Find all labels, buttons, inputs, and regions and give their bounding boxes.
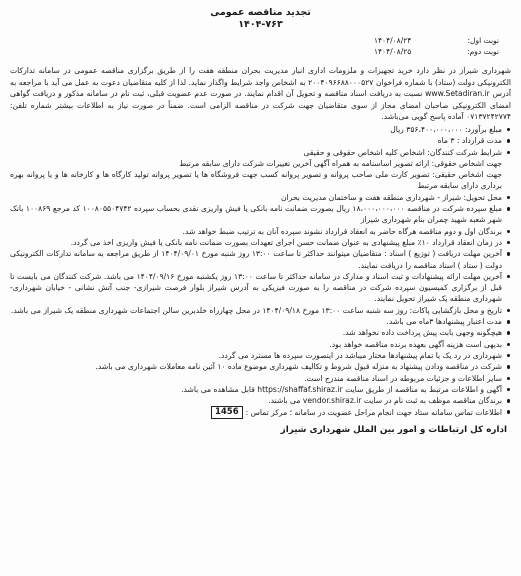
term-ad-cost: بدیهی است هزینه آگهی بعهده برنده مناقصه خواهد بود. bbox=[10, 339, 511, 350]
announcement-number: ۱۴۰۴-۷۶۳ bbox=[238, 19, 283, 30]
notice-label: نوبت اول: bbox=[467, 36, 499, 45]
term-deposit: مبلغ سپرده شرکت در مناقصه ۱۸،۰۰۰،۰۰۰،۰۰۰ ریال بصورت ضمانت نامه بانکی یا فیش واریزی نقدی بحساب سپرده ۱۰۰۸۰۵۵۰۴۷۴۲ کد مرجع ۱۰۰۸۶۹ بانک شهر شعبه شهید چمران بنام شهرداری شیراز bbox=[10, 203, 511, 226]
term-contact bbox=[10, 406, 511, 419]
notice-date: ۱۴۰۴/۰۸/۲۵ bbox=[374, 47, 412, 56]
contact-text: اطلاعات تماس سامانه ستاد جهت انجام مراحل عضویت در سامانه ؛ مرکز تماس : bbox=[245, 408, 502, 418]
term-participants: شرایط شرکت کنندگان: اشخاص کلیه اشخاص حقوقی و حقیقی bbox=[10, 147, 511, 158]
term-vendor-registration: برندگان مناقصه موظف به ثبت نام در سایت vendor.shiraz.ir می باشند. bbox=[10, 395, 511, 406]
notice-dates bbox=[374, 35, 499, 57]
term-legal-entities: جهت اشخاص حقوقی: ارائه تصویر اساسنامه به همراه آگهی آخرین تغییرات شرکت دارای سابقه مرتبط bbox=[179, 158, 502, 168]
term-estimate: مبلغ برآورد: ۳۵۶،۴۰۰،۰۰۰،۰۰۰ ریال bbox=[10, 124, 511, 135]
notice-label: نوبت دوم: bbox=[467, 47, 499, 56]
term-validity: مدت اعتبار پیشنهادها ۳ماه می باشد. bbox=[10, 316, 511, 327]
term-duration: مدت قرارداد : ۳ ماه bbox=[10, 135, 511, 146]
announcement-title: تجدید مناقصه عمومی bbox=[210, 7, 311, 18]
notice-second bbox=[374, 46, 499, 57]
term-prepayment: هیچگونه وجهی بابت پیش پرداخت داده نخواهد شد. bbox=[10, 327, 511, 338]
notice-first bbox=[374, 35, 499, 46]
term-opening-date: تاریخ و محل بازگشایی پاکات: روز سه شنبه ساعت ۱۳:۰۰ مورخ ۱۴۰۴/۰۹/۱۸ در محل چهارراه خلدبرین سالن اجتماعات شهرداری منطقه یک شیراز می باشد. bbox=[10, 305, 511, 316]
term-other-info: سایر اطلاعات و جزئیات مربوطه در اسناد مناقصه مندرج است. bbox=[10, 373, 511, 384]
contact-phone: 1456 bbox=[211, 406, 243, 419]
term-natural-persons: جهت اشخاص حقیقی: تصویر کارت ملی صاحب پروانه و تصویر پروانه کسب جهت فروشگاه ها یا تصویر پروانه تولید کارگاه ها و کارخانه ها و یا پروانه بهره برداری دارای سابقه مرتبط bbox=[10, 170, 502, 191]
intro-paragraph: شهرداری شیراز در نظر دارد خرید تجهیزات و ملزومات اداری انبار مدیریت بحران منطقه هفت را از طریق برگزاری مناقصه عمومی در سامانه تدارکات الکترونیکی دولت (ستاد) با شماره فراخوان ۲۰۰۴۰۹۶۶۸۸۰۰۰۵۲۷ به اشخاص واجد شرایط واگذار نماید. لذا از کلیه متقاضیان دعوت به عمل می آید با مراجعه به آدرس www.Setadiran.ir نسبت به دریافت اسناد مناقصه و تحویل آن اقدام نمایند. در صورت عدم عضویت قبلی، ثبت نام در سامانه مذکور و دریافت گواهی امضای الکترونیکی صاحبان امضای مجاز از سوی متقاضیان جهت شرکت در مناقصه الزامی است. ضمناً در صورت نیاز به اطلاعات بیشتر شماره تلفن: ۰۷۱۳۷۲۴۲۷۷۴ آماده پاسخ گویی می‌باشد. bbox=[10, 66, 512, 122]
notice-date: ۱۴۰۴/۰۸/۲۴ bbox=[374, 36, 412, 45]
term-acceptance: شرکت در مناقصه ودادن پیشنهاد به منزله قبول شروط و تکالیف شهرداری موضوع ماده ۱۰ آئین نامه معاملات شهرداری می باشد. bbox=[10, 361, 511, 372]
terms-list bbox=[10, 124, 511, 419]
term-submission-deadline: آخرین مهلت ارائه پیشنهادات و ثبت اسناد و مدارک در سامانه حداکثر تا ساعت ۱۳:۰۰ روز یکشنبه مورخ ۱۴۰۴/۰۹/۱۶ می باشد. شرکت کنندگان می بایست تا قبل از برگزاری کمیسیون سپرده شرکت در مناقصه را به صورت فیزیکی به آدرس شیراز بلوار فرصت شیرازی- جنب آتش نشانی - خیابان شهرداری-شهرداری منطقه یک شیراز تحویل نمایند. bbox=[10, 271, 511, 305]
term-delivery-location: محل تحویل: شیراز - شهرداری منطقه هفت و ساختمان مدیریت بحران bbox=[10, 192, 511, 203]
term-rejection-right: شهرداری در رد یک یا تمام پیشنهادها مختار میباشد در اینصورت سپرده ها مسترد می گردد. bbox=[10, 350, 511, 361]
term-document-deadline: آخرین مهلت دریافت ( توزیع ) اسناد : متقاضیان میتوانند حداکثر تا ساعت ۱۳:۰۰ روز شنبه مورخ ۱۴۰۴/۰۹/۰۱ از طریق مراجعه به سامانه تدارکات الکترونیکی دولت ( ستاد ) اسناد مناقصه را دریافت نمایند. bbox=[10, 248, 511, 271]
issuer-signature: اداره کل ارتباطات و امور بین الملل شهرداری شیراز bbox=[280, 425, 507, 436]
term-performance-guarantee: در زمان انعقاد قرارداد ۱۰٪ مبلغ پیشنهادی به عنوان ضمانت حسن اجرای تعهدات بصورت ضمانت نامه بانکی یا فیش واریزی اخذ می گردد. bbox=[10, 237, 511, 248]
term-winners-forfeit: برندگان اول و دوم مناقصه هرگاه حاضر به انعقاد قرارداد نشوند سپرده آنان به ترتیب ضبط خواهد شد. bbox=[10, 226, 511, 237]
term-transparency-site: آگهی و اطلاعات مرتبط به مناقصه از طریق سایت https://shaffaf.shiraz.ir قابل مشاهده می باشد. bbox=[10, 384, 511, 395]
